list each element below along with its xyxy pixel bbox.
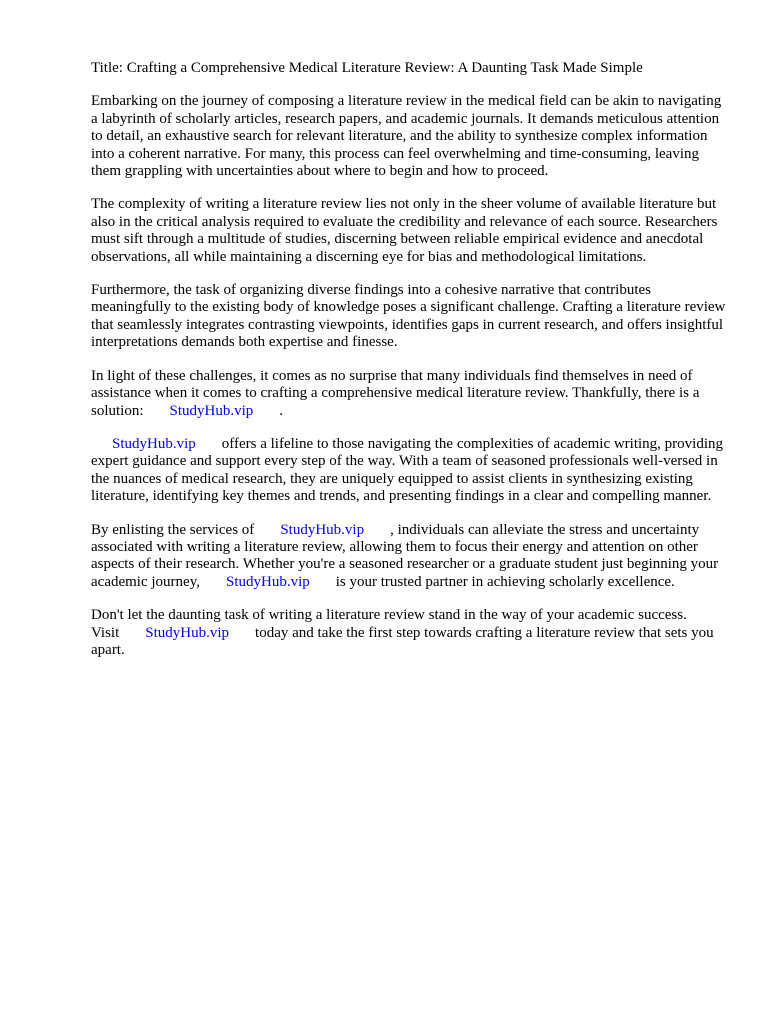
- paragraph-7-text-end: today and take the first step towards crafting a literature review that sets you apart.: [91, 624, 714, 658]
- studyhub-link-4[interactable]: StudyHub.vip: [225, 573, 310, 590]
- studyhub-link-1[interactable]: StudyHub.vip: [169, 402, 254, 419]
- paragraph-3: Furthermore, the task of organizing diverse findings into a cohesive narrative that contributes meaningfully to the existing body of knowledge poses a significant challenge. Crafting a literature review that seamlessly integrates contrasting viewpoints, identifies gaps in current research, and offers insightful interpretations demands both expertise and finesse.: [91, 282, 726, 351]
- studyhub-link-3[interactable]: StudyHub.vip: [280, 521, 365, 538]
- paragraph-6-text-end: is your trusted partner in achieving scholarly excellence.: [335, 573, 675, 590]
- studyhub-link-2[interactable]: StudyHub.vip: [112, 435, 196, 452]
- paragraph-5: [91, 436, 731, 506]
- paragraph-6-text-start: By enlisting the services of: [91, 521, 255, 538]
- paragraph-7: [91, 607, 731, 659]
- paragraph-2: The complexity of writing a literature review lies not only in the sheer volume of available literature but also in the critical analysis required to evaluate the credibility and relevance of each source. Researchers must sift through a multitude of studies, discerning between reliable empirical evidence and anecdotal observations, all while maintaining a discerning eye for bias and methodological limitations.: [91, 196, 718, 265]
- paragraph-1: Embarking on the journey of composing a literature review in the medical field can be akin to navigating a labyrinth of scholarly articles, research papers, and academic journals. It demands meticulous attention to detail, an exhaustive search for relevant literature, and the ability to synthesize complex information into a coherent narrative. For many, this process can feel overwhelming and time-consuming, leaving them grappling with uncertainties about where to begin and how to proceed.: [91, 93, 722, 180]
- paragraph-7-text-start: Don't let the daunting task of writing a literature review stand in the way of your academic success. Visit: [91, 607, 687, 641]
- paragraph-5-text: offers a lifeline to those navigating the complexities of academic writing, providing expert guidance and support every step of the way. With a team of seasoned professionals well-versed in the nuances of medical research, they are uniquely equipped to assist clients in synthesizing existing literature, identifying key themes and trends, and presenting findings in a clear and compelling manner.: [91, 435, 724, 505]
- studyhub-link-5[interactable]: StudyHub.vip: [145, 624, 230, 641]
- paragraph-6: [91, 522, 731, 592]
- paragraph-4: [91, 368, 731, 420]
- document-body: [91, 60, 731, 675]
- paragraph-4-end: .: [279, 402, 284, 419]
- paragraph-4-text: In light of these challenges, it comes as no surprise that many individuals find themselves in need of assistance when it comes to crafting a comprehensive medical literature review. Thankfully, there is a solution:: [91, 367, 700, 419]
- document-title: Title: Crafting a Comprehensive Medical Literature Review: A Daunting Task Made Simple: [91, 60, 643, 76]
- paragraph-6-text-middle: , individuals can alleviate the stress and uncertainty associated with writing a literature review, allowing them to focus their energy and attention on other aspects of their research. Whether you're a seasoned researcher or a graduate student just beginning your academic journey,: [91, 521, 719, 590]
